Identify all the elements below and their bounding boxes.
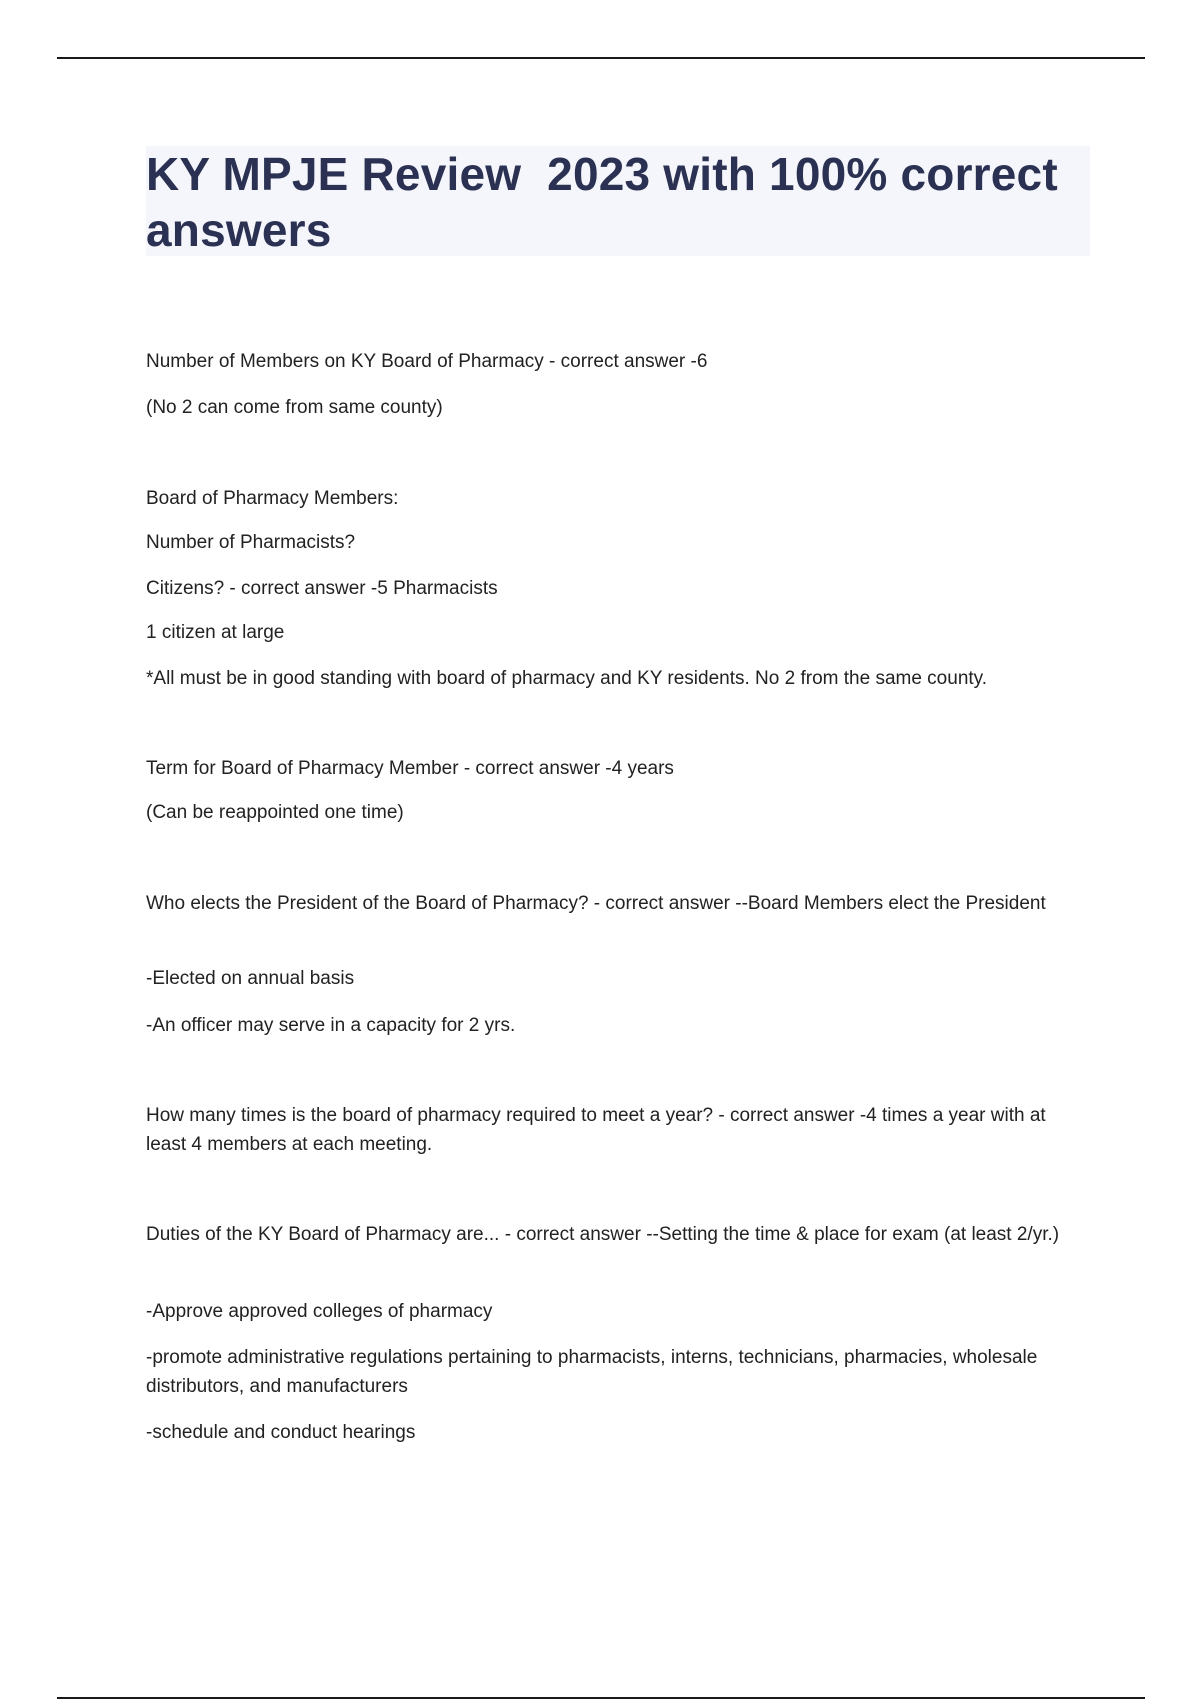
paragraph-president: Who elects the President of the Board of Pharmacy? - correct answer --Board Members elect the President [146, 893, 1046, 914]
paragraph-regulations: -promote administrative regulations pertaining to pharmacists, interns, technicians, pharmacies, wholesale distributors, and manufacturers [146, 1347, 1038, 1397]
paragraph-meetings: How many times is the board of pharmacy required to meet a year? - correct answer -4 times a year with at least 4 members at each meeting. [146, 1105, 1046, 1155]
paragraph-board-members: Board of Pharmacy Members: [146, 488, 399, 509]
paragraph-number-pharmacists: Number of Pharmacists? [146, 532, 356, 553]
paragraph-duties: Duties of the KY Board of Pharmacy are... - correct answer --Setting the time & place for exam (at least 2/yr.) [146, 1224, 1060, 1245]
paragraph-citizens: Citizens? - correct answer -5 Pharmacists [146, 578, 498, 599]
paragraph-county-note: (No 2 can come from same county) [146, 397, 443, 418]
document-title: KY MPJE Review 2023 with 100% correct answers [146, 148, 1071, 256]
paragraph-good-standing: *All must be in good standing with board of pharmacy and KY residents. No 2 from the same county. [146, 668, 988, 689]
paragraph-members-count: Number of Members on KY Board of Pharmacy - correct answer -6 [146, 351, 708, 372]
top-rule [57, 57, 1145, 59]
paragraph-approve-colleges: -Approve approved colleges of pharmacy [146, 1301, 493, 1322]
paragraph-annual-basis: -Elected on annual basis [146, 968, 355, 989]
paragraph-officer-serve: -An officer may serve in a capacity for 2 yrs. [146, 1015, 516, 1036]
paragraph-term: Term for Board of Pharmacy Member - correct answer -4 years [146, 758, 674, 779]
paragraph-hearings: -schedule and conduct hearings [146, 1422, 416, 1443]
title-block [146, 146, 1090, 256]
paragraph-reappointed: (Can be reappointed one time) [146, 802, 404, 823]
bottom-rule [57, 1697, 1145, 1699]
paragraph-citizen-at-large: 1 citizen at large [146, 622, 285, 643]
